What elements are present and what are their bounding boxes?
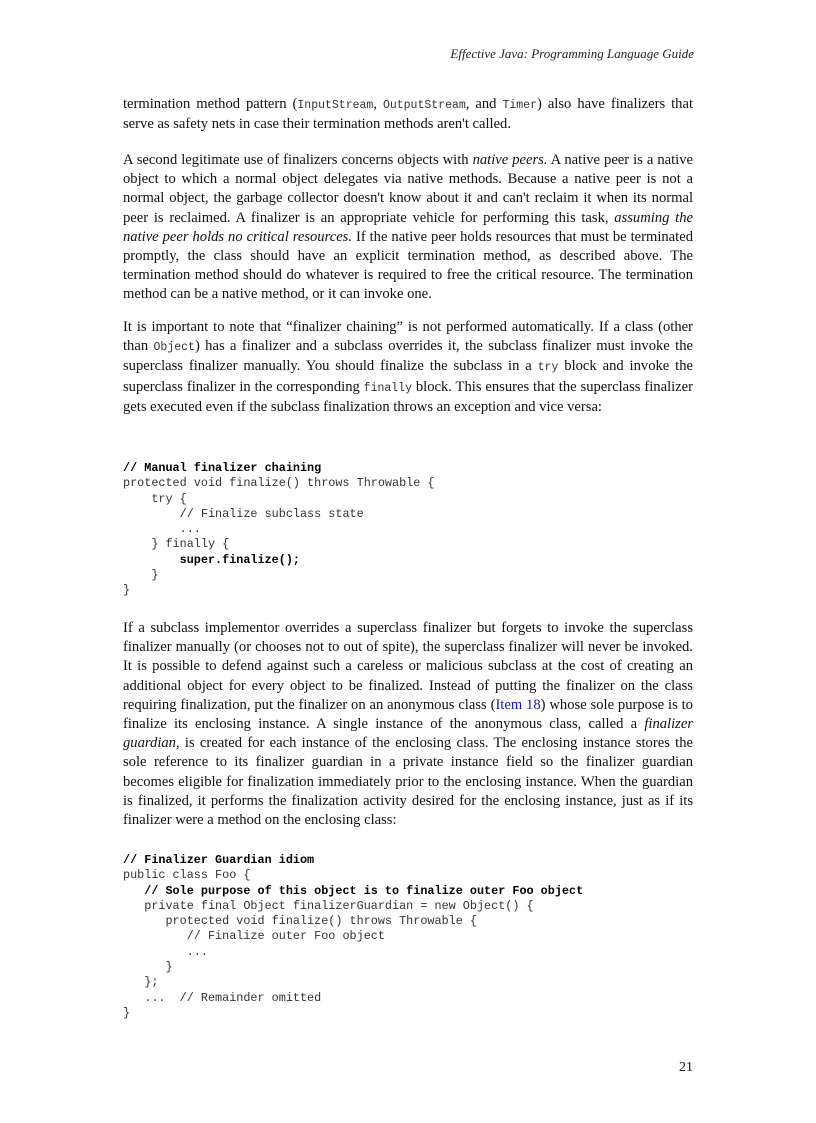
text: , and — [465, 96, 503, 112]
emphasis: finalizer guardian, — [123, 716, 693, 752]
emphasis: assuming the native peer holds no critical resources. — [123, 209, 693, 245]
code-line: } — [123, 960, 173, 975]
code-line: ... // Remainder omitted — [123, 990, 322, 1005]
running-header: Effective Java: Programming Language Guide — [450, 46, 694, 61]
code-line: protected void finalize() throws Throwable { — [123, 476, 435, 491]
inline-code: try — [537, 361, 559, 375]
text: , — [373, 96, 383, 112]
inline-code: finally — [363, 381, 412, 395]
paragraph-native-peers — [123, 151, 693, 305]
text: If a subclass implementor overrides a superclass finalizer but forgets to invoke the superclass finalizer manually (or chooses not to out of spite), the superclass finalizer will never be invoked. It is possible to defend against such a careless or malicious subclass at the cost of creating an additional object for every object to be finalized. Instead of putting the finalizer on the class requiring finalization, put the finalizer on an anonymous class ( — [123, 620, 693, 713]
code-line: } finally { — [123, 537, 230, 552]
code-line: // Finalize outer Foo object — [123, 929, 385, 944]
code-block-manual-finalizer-chaining — [123, 461, 723, 599]
code-block-finalizer-guardian-idiom — [123, 853, 723, 1021]
code-comment-line: // Sole purpose of this object is to finalize outer Foo object — [123, 883, 584, 898]
code-line: protected void finalize() throws Throwable { — [123, 914, 477, 929]
text: ) has a finalizer and a subclass overrides it, the subclass finalizer must invoke the superclass finalizer manually. You should finalize the subclass in a — [123, 338, 693, 375]
page-number: 21 — [679, 1060, 693, 1075]
code-line: ... — [123, 522, 201, 537]
code-line: } — [123, 568, 159, 583]
emphasis: native peers. — [472, 152, 548, 168]
paragraph-termination-method-pattern — [123, 95, 693, 134]
text: A second legitimate use of finalizers concerns objects with — [123, 152, 473, 168]
code-line: // Finalize subclass state — [123, 506, 364, 521]
code-line: private final Object finalizerGuardian = new Object() { — [123, 898, 534, 913]
code-line: }; — [123, 975, 159, 990]
text: ) whose sole purpose is to finalize its enclosing instance. A single instance of the anonymous class, called a — [123, 696, 693, 733]
code-line: try { — [123, 491, 187, 506]
paragraph-finalizer-guardian — [123, 619, 693, 830]
code-comment-line: // Finalizer Guardian idiom — [123, 853, 315, 867]
text: termination method pattern ( — [123, 96, 298, 112]
inline-code: Object — [153, 341, 195, 355]
code-line: } — [123, 1005, 131, 1020]
text: block and invoke the superclass finalizer in the corresponding — [123, 358, 693, 395]
code-line: public class Foo { — [123, 868, 251, 883]
code-comment-line: // Manual finalizer chaining — [123, 461, 322, 475]
text: It is important to note that “finalizer chaining” is not performed automatically. If a class (other than — [123, 319, 693, 355]
text: ) also have finalizers that serve as safety nets in case their termination methods aren't called. — [123, 96, 694, 133]
paragraph-finalizer-chaining — [123, 318, 693, 417]
text: A native peer is a native object to which a normal object delegates via native methods. Because a native peer is not a normal object, the garbage collector doesn't know about it and can't reclaim it when its normal peer is reclaimed. A finalizer is an appropriate vehicle for performing this task, — [123, 152, 693, 226]
text: If the native peer holds resources that must be terminated promptly, the class should have an explicit termination method, as described above. The termination method should do whatever is required to free the critical resource. The termination method can be a native method, or it can invoke one. — [123, 228, 693, 303]
text: is created for each instance of the enclosing class. The enclosing instance stores the sole reference to its finalizer guardian in a private instance field so the finalizer guardian becomes eligible for finalization immediately prior to the enclosing instance. When the guardian is finalized, it performs the finalization activity desired for the enclosing instance, just as if its finalizer were a method on the enclosing class: — [123, 735, 693, 829]
code-line: } — [123, 583, 131, 598]
code-line: ... — [123, 944, 208, 959]
item-18-link[interactable]: Item 18 — [495, 696, 541, 713]
inline-code: OutputStream — [382, 99, 466, 112]
inline-code: InputStream — [297, 99, 374, 112]
text: block. This ensures that the superclass finalizer gets executed even if the subclass finalization throws an exception and vice versa: — [123, 378, 693, 415]
code-line-super-finalize: super.finalize(); — [123, 552, 300, 567]
inline-code: Timer — [502, 99, 537, 112]
